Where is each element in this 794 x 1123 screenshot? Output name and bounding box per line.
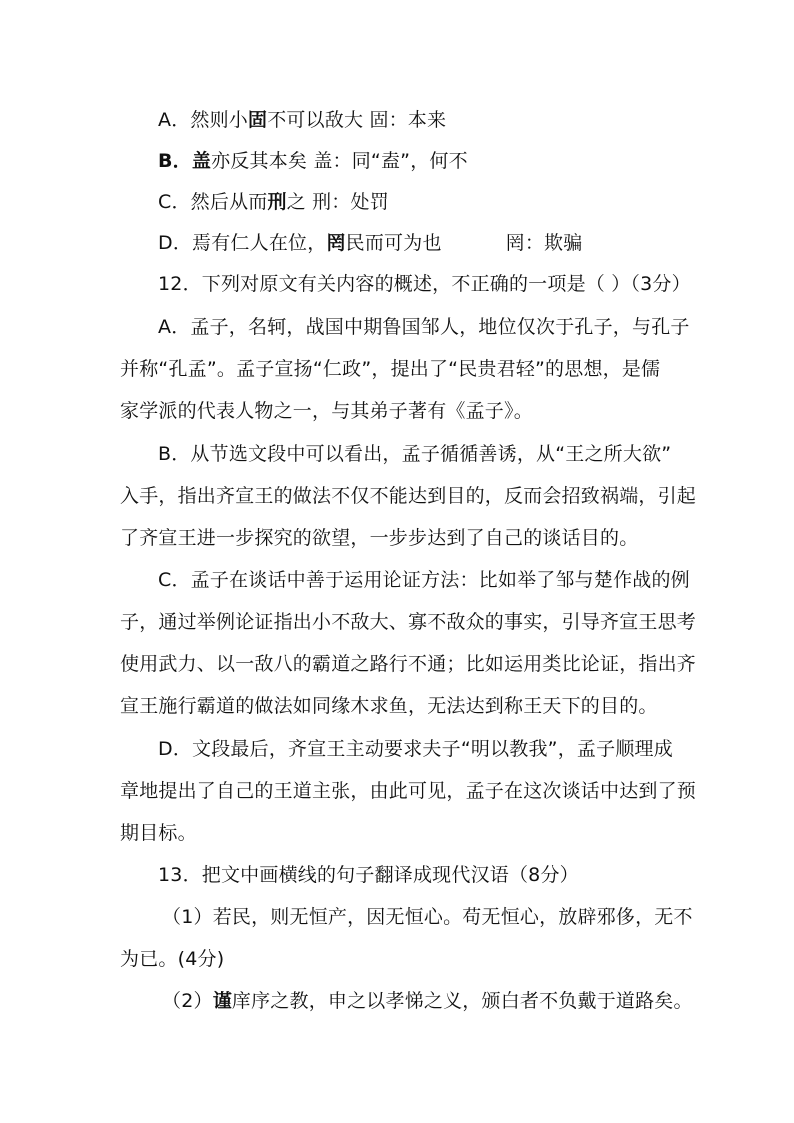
emphasized-char: 罔 <box>326 232 346 254</box>
q12-option-a-line: 家学派的代表人物之一，与其弟子著有《孟子》。 <box>120 400 533 422</box>
q12-option-b-line: 入手，指出齐宣王的做法不仅不能达到目的，反而会招致祸端，引起 <box>120 485 697 507</box>
q12-option-d-line: 章地提出了自己的王道主张，由此可见，孟子在这次谈话中达到了预 <box>120 780 697 802</box>
emphasized-char: 谨 <box>212 990 232 1012</box>
option-gloss: 罔：欺骗 <box>505 232 583 254</box>
option-text: D．焉有仁人在位， <box>158 232 327 254</box>
option-text: 不可以敌大 固：本来 <box>267 109 447 131</box>
q12-option-c-line: 宣王施行霸道的做法如同缘木求鱼，无法达到称王天下的目的。 <box>120 695 658 717</box>
q12-option-a-line: A．孟子，名轲，战国中期鲁国邹人，地位仅次于孔子，与孔子 <box>158 316 690 338</box>
q12-option-b-line: B．从节选文段中可以看出，孟子循循善诱，从“王之所大欲” <box>158 443 672 465</box>
sentence-text: 庠序之教，申之以孝悌之义，颁白者不负戴于道路矣。 <box>231 990 693 1012</box>
q11-option-c <box>158 190 389 214</box>
q12-option-c-line: C．孟子在谈话中善于运用论证方法：比如举了邹与楚作战的例 <box>158 569 690 591</box>
q11-option-d <box>158 231 582 255</box>
emphasized-char: 刑 <box>267 191 287 213</box>
q12-option-d-line: D．文段最后，齐宣王主动要求夫子“明以教我”，孟子顺理成 <box>158 738 673 760</box>
option-text: A．然则小 <box>158 109 248 131</box>
q12-stem: 12．下列对原文有关内容的概述，不正确的一项是（ ）（3分） <box>158 273 691 295</box>
option-text: 亦反其本矣 盖：同“盍”，何不 <box>211 150 468 172</box>
option-text: 民而可为也 <box>345 232 442 254</box>
option-text: C．然后从而 <box>158 191 268 213</box>
emphasized-char: 盖 <box>191 150 212 172</box>
q11-option-b <box>158 149 468 173</box>
q12-option-c-line: 子，通过举例论证指出小不敌大、寡不敌众的事实，引导齐宣王思考 <box>120 611 697 633</box>
emphasized-char: 固 <box>248 109 268 131</box>
q13-sentence-2 <box>162 989 693 1013</box>
q13-sentence-1-line: 为已。(4分) <box>120 948 225 970</box>
option-text: 之 刑：处罚 <box>286 191 389 213</box>
q12-option-b-line: 了齐宣王进一步探究的欲望，一步步达到了自己的谈话目的。 <box>120 527 639 549</box>
q13-sentence-1-line: （1）若民，则无恒产，因无恒心。苟无恒心，放辟邪侈，无不 <box>162 906 693 928</box>
q12-option-c-line: 使用武力、以一敌八的霸道之路行不通；比如运用类比论证，指出齐 <box>120 653 697 675</box>
option-letter: B． <box>158 150 192 172</box>
q13-stem: 13．把文中画横线的句子翻译成现代汉语（8分） <box>158 864 579 886</box>
sentence-number: （2） <box>162 990 213 1012</box>
q11-option-a <box>158 108 446 132</box>
q12-option-a-line: 并称“孔孟”。孟子宣扬“仁政”，提出了“民贵君轻”的思想，是儒 <box>120 358 661 380</box>
q12-option-d-line: 期目标。 <box>120 822 197 844</box>
